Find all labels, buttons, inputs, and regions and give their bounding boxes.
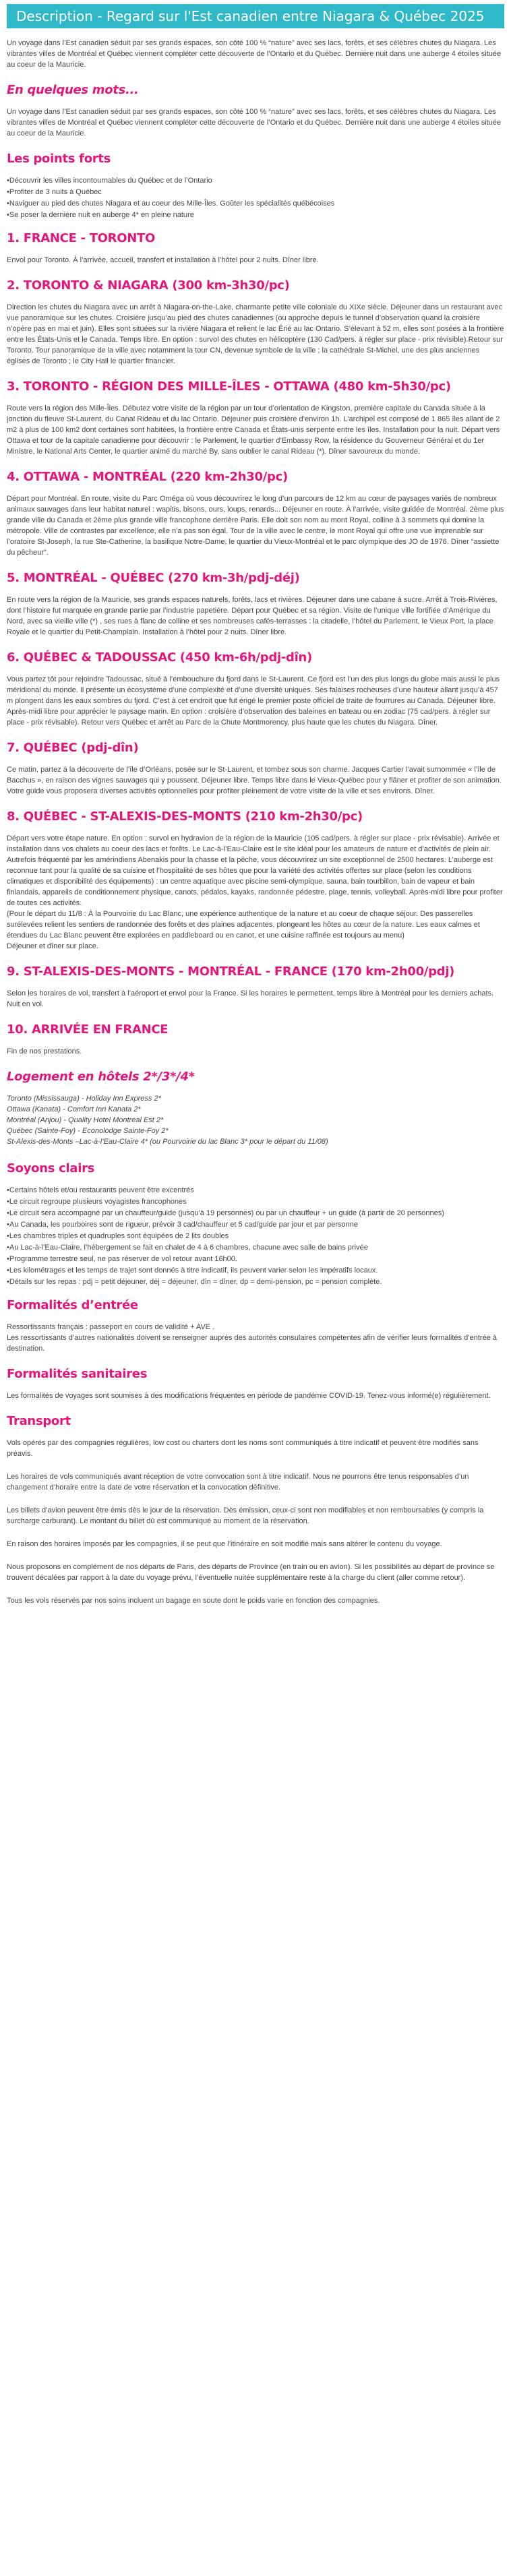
day-paragraph: Départ pour Montréal. En route, visite du Parc Oméga où vous découvrirez le long d’un parcours de 12 km au cœur de paysages variés de nombreux animaux sauvages dans leur habitat naturel : wapitis, bisons, ours, loups, renards... Déjeuner en route. À l’arrivée, visite guidée de Montréal. 2ème plus grande ville du Canada et 2ème plus grande ville francophone derrière Paris. Elle doit son nom au mont Royal, colline à 3 sommets qui domine la métropole. Ville de contrastes par excellence, elle n’a pas son égal. Tour de la ville avec le centre, le mont Royal qui offre une vue imprenable sur l’oratoire St-Joseph, la rue Ste-Catherine, la basilique Notre-Dame, le quartier du Vieux-Montréal et le parc olympique des JO de 1976. Dîner “assiette du pêcheur”. [7, 495, 504, 557]
list-item: • Au Lac-à-l’Eau-Claire, l’hébergement se fait en chalet de 4 à 6 chambres, chacune avec salle de bains privée [7, 1242, 504, 1254]
day-heading: 10. ARRIVÉE EN FRANCE [7, 1022, 169, 1037]
list-item: • Les chambres triples et quadruples sont équipées de 2 lits doubles [7, 1231, 504, 1242]
entry-paragraph: Ressortissants français : passeport en cours de validité + AVE . Les ressortissants d’autres nationalités doivent se renseigner auprès des autorités consulaires compétentes afin de vérifier leurs formalités d’entrée à destination. [7, 1323, 497, 1353]
day-heading: 3. TORONTO - RÉGION DES MILLE-ÎLES - OTTAWA (480 km-5h30/pc) [7, 379, 451, 394]
itinerary [7, 231, 504, 1057]
lodging-line: Toronto (Mississauga) - Holiday Inn Express 2* [7, 1095, 161, 1103]
transport-paragraph: Tous les vols réservés par nos soins incluent un bagage en soute dont le poids varie en fonction des compagnies. [7, 1597, 380, 1605]
list-item: • Programme terrestre seul, ne pas réserver de vol retour avant 16h00. [7, 1254, 504, 1265]
day-paragraph: Fin de nos prestations. [7, 1047, 82, 1055]
lodging-line: St-Alexis-des-Monts –Lac-à-l’Eau-Claire 4* (ou Pourvoirie du lac Blanc 3* pour le départ du 11/08) [7, 1138, 328, 1146]
day-paragraph: Direction les chutes du Niagara avec un arrêt à Niagara-on-the-Lake, charmante petite ville coloniale du XIXe siècle. Déjeuner dans un restaurant avec vue panoramique sur les chutes. Croisière jusqu’au pied des chutes canadiennes (ou approche depuis le tunnel d’observation quand la croisière n’opère pas en mai et juin). Elles sont situées sur la rivière Niagara et relient le lac Érié au lac Ontario. S’élevant à 52 m, elles sont posées à la frontière entre les États-Unis et le Canada. Temps libre. En option : survol des chutes en hélicoptère (130 Cad/pers. à régler sur place - prix révisible).Retour sur Toronto. Tour panoramique de la ville avec notamment la tour CN, devenue symbole de la ville ; la cathédrale St-Michel, une des plus anciennes églises de Toronto ; le City Hall le quartier financier. [7, 303, 504, 365]
day-heading: 7. QUÉBEC (pdj-dîn) [7, 741, 139, 755]
title-band [7, 4, 504, 28]
list-item: • Découvrir les villes incontournables du Québec et de l’Ontario [7, 175, 504, 187]
day-heading: 2. TORONTO & NIAGARA (300 km-3h30/pc) [7, 278, 290, 293]
day-heading: 5. MONTRÉAL - QUÉBEC (270 km-3h/pdj-déj) [7, 571, 300, 585]
day-heading: 1. FRANCE - TORONTO [7, 231, 155, 245]
list-item: • Profiter de 3 nuits à Québec [7, 187, 504, 198]
transport-heading: Transport [7, 1414, 71, 1428]
day-paragraph: Départ vers votre étape nature. En option : survol en hydravion de la région de la Mauricie (105 cad/pers. à régler sur place - prix révisable). Arrivée et installation dans vos chalets au coeur des lacs et forêts. Le Lac-à-l’Eau-Claire est le site idéal pour les amateurs de nature et d’activités de plein air. Autrefois fréquenté par les amérindiens Abenakis pour la chasse et la pêche, vous découvrirez un site exceptionnel de 2500 hectares. L’auberge est reconnue tant pour la qualité de sa cuisine et l’hospitalité de ses hôtes que pour la variété des activités offertes sur place (selon les conditions climatiques et disponibilité des équipements) : un centre aquatique avec piscine semi-olympique, sauna, bain tourbillon, bain de vapeur et bain finlandais, appareils de conditionnement physique, canots, pédalos, kayaks, randonnée pédestre, plage, tennis, volleyball. Après-midi libre pour profiter de toutes ces activités. (Pour le départ du 11/8 : À la Pourvoirie du Lac Blanc, une expérience authentique de la nature et au coeur de chaque séjour. Des passerelles surélevées relient les sentiers de randonnée des forêts et des plaines adjacentes, plongeant les hôtes au cœur de la nature. Les eaux calmes et étendues du Lac Blanc peuvent être explorées en paddleboard ou en canot, et une cuisine raffinée est toujours au menu) Déjeuner et dîner sur place. [7, 834, 503, 950]
highlights-heading: Les points forts [7, 152, 111, 166]
day-paragraph: Envol pour Toronto. À l’arrivée, accueil, transfert et installation à l’hôtel pour 2 nuits. Dîner libre. [7, 256, 319, 264]
day-paragraph: Route vers la région des Mille-Îles. Débutez votre visite de la région par un tour d’orientation de Kingston, première capitale du Canada située à la jonction du fleuve St-Laurent, du Canal Rideau et du lac Ontario. Déjeuner puis croisière d’environ 1h. L’archipel est composé de 1 865 îles allant de 2 m2 à plus de 100 km2 dont certaines sont habitées, la frontière entre Canada et États-unis serpente entre les îles. Installation pour la nuit. Départ vers Ottawa et tour de la capitale canadienne pour découvrir : le Parlement, le quartier d’Embassy Row, la résidence du Gouverneur Général et du 1er Ministre, le National Arts Center, le quartier animé du marché By, sans oublier le canal Rideau (*). Dîner savoureux du monde. [7, 404, 500, 456]
health-paragraph: Les formalités de voyages sont soumises à des modifications fréquentes en période de pandémie COVID-19. Tenez-vous informé(e) régulièrement. [7, 1392, 491, 1400]
page-title: Description - Regard sur l'Est canadien entre Niagara & Québec 2025 [16, 8, 485, 24]
list-item: • Détails sur les repas : pdj = petit déjeuner, déj = déjeuner, dîn = dîner, dp = demi-pension, pc = pension complète. [7, 1277, 504, 1288]
day-heading: 8. QUÉBEC - ST-ALEXIS-DES-MONTS (210 km-2h30/pc) [7, 809, 363, 824]
day-paragraph: En route vers la région de la Mauricie, ses grands espaces naturels, forêts, lacs et rivières. Déjeuner dans une cabane à sucre. Arrêt à Trois-Rivières, dont l’histoire fut marquée en grande partie par l’industrie papetière. Départ pour Québec et sa région. Visite de l’unique ville fortifiée d’Amérique du Nord, avec sa vieille ville (*) , ses rues à flanc de colline et ses nombreuses cafés-terrasses : la citadelle, l’hôtel du Parlement, le Vieux Port, la place Royale et le quartier du Petit-Champlain. Installation à l’hôtel pour 2 nuits. Dîner libre. [7, 596, 498, 636]
list-item: • Certains hôtels et/ou restaurants peuvent être excentrés [7, 1185, 504, 1196]
lodging-list [7, 1093, 504, 1147]
transport-paragraph: Les billets d’avion peuvent être émis dès le jour de la réservation. Dès émission, ceux-ci sont non modifiables et non remboursables (y compris la surcharge carburant). Le montant du billet dû est communiqué au moment de la réservation. [7, 1506, 484, 1525]
overview-heading: En quelques mots... [7, 83, 139, 97]
health-heading: Formalités sanitaires [7, 1367, 148, 1381]
overview-paragraph: Un voyage dans l’Est canadien séduit par ses grands espaces, son côté 100 % “nature” avec ses lacs, forêts, et ses célèbres chutes du Niagara. Les vibrantes villes de Montréal et Québec viennent compléter cette découverte de l’Ontario et du Québec. Dernière nuit dans une auberge 4 étoiles située au coeur de la Mauricie. [7, 108, 502, 137]
transport-paragraph: Nous proposons en complément de nos départs de Paris, des départs de Province (en train ou en avion). Si les possibilités au départ de province se trouvent décalées par rapport à la date du voyage prévu, l’éventuelle nuitée supplémentaire reste à la charge du client (aller comme retour). [7, 1563, 495, 1582]
lodging-line: Ottawa (Kanata) - Comfort Inn Kanata 2* [7, 1105, 141, 1113]
lodging-line: Québec (Sainte-Foy) - Econolodge Sainte-Foy 2* [7, 1127, 169, 1135]
list-item: • Les kilométrages et les temps de trajet sont donnés à titre indicatif, ils peuvent varier selon les impératifs locaux. [7, 1265, 504, 1277]
day-heading: 4. OTTAWA - MONTRÉAL (220 km-2h30/pc) [7, 470, 288, 484]
transport-paragraph: En raison des horaires imposés par les compagnies, il se peut que l’itinéraire en soit modifié mais sans altérer le contenu du voyage. [7, 1540, 442, 1548]
transport-paragraph: Vols opérés par des compagnies régulières, low cost ou charters dont les noms sont communiqués à titre indicatif et peuvent être modifiés sans préavis. [7, 1439, 479, 1458]
list-item: • Naviguer au pied des chutes Niagara et au coeur des Mille-Îles. Goûter les spécialités québécoises [7, 198, 504, 210]
day-heading: 6. QUÉBEC & TADOUSSAC (450 km-6h/pdj-dîn) [7, 650, 312, 665]
highlights-list [7, 175, 504, 221]
lodging-heading: Logement en hôtels 2*/3*/4* [7, 1070, 195, 1084]
list-item: • Le circuit sera accompagné par un chauffeur/guide (jusqu’à 19 personnes) ou par un chauffeur + un guide (à partir de 20 personnes) [7, 1208, 504, 1219]
list-item: • Le circuit regroupe plusieurs voyagistes francophones [7, 1196, 504, 1208]
list-item: • Au Canada, les pourboires sont de rigueur, prévoir 3 cad/chauffeur et 5 cad/guide par jour et par personne [7, 1219, 504, 1231]
day-paragraph: Selon les horaires de vol, transfert à l’aéroport et envol pour la France. Si les horaires le permettent, temps libre à Montréal pour les derniers achats. Nuit en vol. [7, 989, 494, 1008]
transport-paragraph: Les horaires de vols communiqués avant réception de votre convocation sont à titre indicatif. Nous ne pourrons être tenus responsables d’un changement d’horaire entre la date de votre réservation et la convocation définitive. [7, 1473, 469, 1492]
clear-heading: Soyons clairs [7, 1161, 95, 1175]
lodging-line: Montréal (Anjou) - Quality Hotel Montreal Est 2* [7, 1116, 164, 1124]
day-paragraph: Vous partez tôt pour rejoindre Tadoussac, situé à l’embouchure du fjord dans le St-Laurent. Ce fjord est l’un des plus longs du globe mais aussi le plus méridional du monde. Il présente un écosystème d’une complexité et d’une diversité uniques. Ses falaises rocheuses d’une hauteur allant jusqu’à 457 m plongent dans les eaux sombres du fjord. C’est à cet endroit que fut érigé le premier poste officiel de traite de fourrures au Canada. Déjeuner libre. Après-midi libre pour apprécier le paysage marin. En option : croisière d’observation des baleines en bateau ou en zodiac (75 cad/pers. à régler sur place - prix révisable). Retour vers Québec et arrêt au Parc de la Chute Montmorency, plus haute que les chutes du Niagara. Dîner. [7, 675, 500, 727]
day-heading: 9. ST-ALEXIS-DES-MONTS - MONTRÉAL - FRANCE (170 km-2h00/pdj) [7, 964, 455, 979]
list-item: • Se poser la dernière nuit en auberge 4* en pleine nature [7, 210, 504, 221]
clear-list [7, 1185, 504, 1288]
intro-paragraph: Un voyage dans l’Est canadien séduit par ses grands espaces, son côté 100 % “nature” avec ses lacs, forêts, et ses célèbres chutes du Niagara. Les vibrantes villes de Montréal et Québec viennent compléter cette découverte de l’Ontario et du Québec. Dernière nuit dans une auberge 4 étoiles située au coeur de la Mauricie. [7, 39, 502, 69]
entry-heading: Formalités d’entrée [7, 1298, 138, 1312]
day-paragraph: Ce matin, partez à la découverte de l’île d’Orléans, posée sur le St-Laurent, et tombez sous son charme. Jacques Cartier l’avait surnommée « l’île de Bacchus », en raison des vignes sauvages qui y poussent. Déjeuner libre. Temps libre dans le Vieux-Québec pour y flâner et profiter de son animation. Votre guide vous proposera diverses activités optionnelles pour profiter pleinement de votre visite de la ville et ses environs. Dîner. [7, 766, 502, 795]
